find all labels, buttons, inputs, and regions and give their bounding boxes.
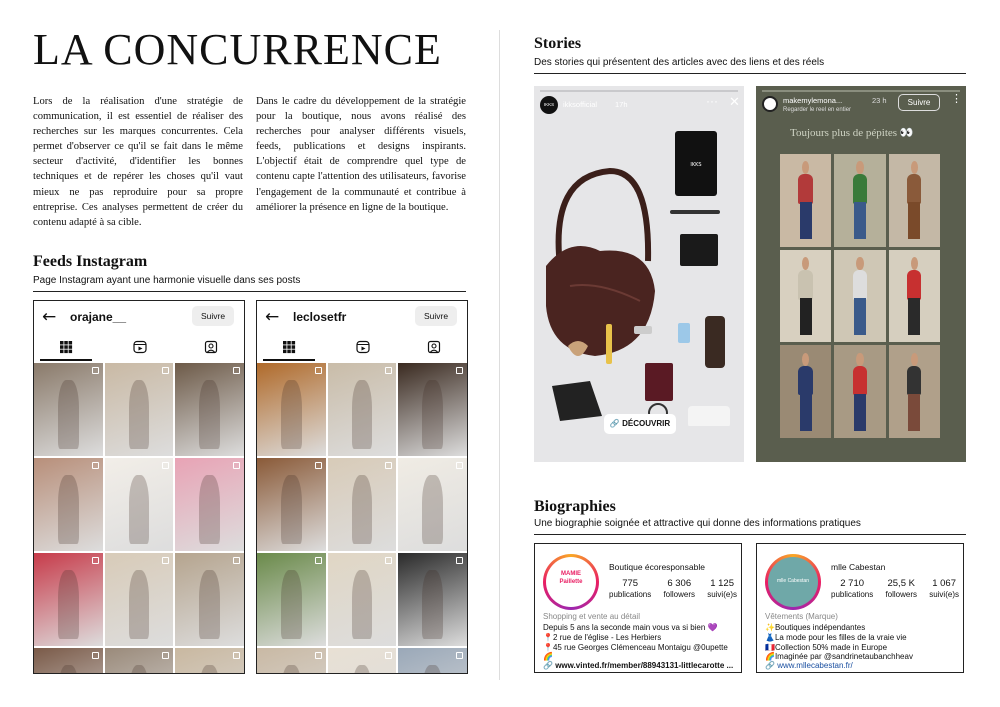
story-avatar: IKKS <box>540 96 558 114</box>
reel-label[interactable]: Regarder le reel en entier <box>783 107 852 113</box>
biographies-rule <box>534 534 966 535</box>
outfit-top <box>907 174 921 204</box>
outfit-bottom <box>908 202 920 239</box>
biographies-subtitle: Une biographie soignée et attractive qui donne des informations pratiques <box>534 518 861 529</box>
outfit-top <box>907 270 921 300</box>
story-progress-bar <box>540 90 738 92</box>
post-thumbnail[interactable] <box>328 553 397 646</box>
multi-post-icon <box>385 367 392 374</box>
multi-post-icon <box>315 557 322 564</box>
stat-publications[interactable]: 2 710 publications <box>831 578 874 599</box>
story-account: makemylemona... <box>783 96 843 105</box>
outfit-bottom <box>800 298 812 335</box>
post-thumbnail[interactable] <box>105 363 174 456</box>
multi-post-icon <box>92 652 99 659</box>
multi-post-icon <box>92 557 99 564</box>
outfit-bottom <box>854 394 866 431</box>
post-thumbnail[interactable] <box>398 458 467 551</box>
post-thumbnail[interactable] <box>398 648 467 674</box>
outfit-top <box>798 270 812 300</box>
post-grid <box>257 363 467 674</box>
outfit-photo <box>889 345 940 438</box>
post-thumbnail[interactable] <box>328 458 397 551</box>
post-figure <box>281 380 302 450</box>
page-divider <box>499 30 500 680</box>
outfit-top <box>853 366 867 396</box>
post-figure <box>422 475 443 545</box>
feeds-rule <box>33 291 466 292</box>
more-icon[interactable]: ··· <box>706 94 718 108</box>
profile-tabs <box>34 335 244 361</box>
discover-label: DÉCOUVRIR <box>622 419 671 428</box>
outfit-photo <box>889 154 940 247</box>
post-thumbnail[interactable] <box>34 458 103 551</box>
follow-button[interactable]: Suivre <box>192 306 234 326</box>
post-figure <box>129 475 150 545</box>
outfit-photo <box>834 154 885 247</box>
bio-line: ✨Boutiques indépendantes <box>765 623 866 632</box>
post-figure <box>422 570 443 640</box>
multi-post-icon <box>456 652 463 659</box>
outfit-bottom <box>800 202 812 239</box>
bio-category: Shopping et vente au détail <box>543 612 640 621</box>
profile-tabs <box>257 335 467 361</box>
active-tab-indicator <box>40 359 92 361</box>
intro-column-1: Lors de la réalisation d'une stratégie de communication, il est essentiel de réaliser des recherches sur les marques concurrentes. Cela permet d'observer ce qu'il se fait dans le même secteur d'activité, d'identifier les bonnes techniques et de repérer les choses qu'il vaut mieux ne pas reproduire pour sa propre entreprise. Ces analyses permettent de créer du contenu adapté à sa cible. <box>33 96 243 228</box>
bio-link[interactable]: 🔗 www.mllecabestan.fr/ <box>765 661 853 670</box>
grid-icon[interactable] <box>59 340 73 354</box>
outfit-bottom <box>908 298 920 335</box>
biographies-heading: Biographies <box>534 498 616 515</box>
post-figure <box>58 570 79 640</box>
post-figure <box>58 380 79 450</box>
avatar <box>543 554 599 610</box>
multi-post-icon <box>162 462 169 469</box>
multi-post-icon <box>233 652 240 659</box>
profile-username: leclosetfr <box>293 310 347 324</box>
post-figure <box>199 665 220 674</box>
stories-heading: Stories <box>534 35 582 52</box>
reels-icon[interactable] <box>133 340 147 354</box>
bio-name: mlle Cabestan <box>831 562 886 572</box>
link-icon: 🔗 <box>765 661 778 670</box>
link-icon: 🔗 <box>609 419 620 428</box>
multi-post-icon <box>456 462 463 469</box>
post-thumbnail[interactable] <box>34 553 103 646</box>
post-figure <box>281 475 302 545</box>
logo-text: mlle Cabestan <box>777 578 809 584</box>
intro-column-2: Dans le cadre du développement de la stratégie pour la boutique, nous avons réalisé des recherches pour analyser différents visuels, feeds, publications et designs inspirants. L'objectif était de comprendre quel type de contenu capte l'attention des utilisateurs, favorise l'engagement de la communauté et contribue à améliorer la présence en ligne de la boutique. <box>256 96 466 213</box>
outfit-head <box>911 353 918 366</box>
post-figure <box>352 665 373 674</box>
post-thumbnail[interactable] <box>175 458 244 551</box>
stat-followers[interactable]: 6 306 followers <box>663 578 696 599</box>
bio-stats <box>609 578 737 600</box>
page-title: LA CONCURRENCE <box>33 25 442 74</box>
outfit-photo <box>780 154 831 247</box>
link-icon: 🔗 <box>543 661 556 670</box>
tagged-icon[interactable] <box>204 340 218 354</box>
story-caption: Toujours plus de pépites 👀 <box>790 127 914 139</box>
story-product-illustration <box>540 116 740 426</box>
discover-link-button[interactable] <box>604 414 676 434</box>
back-arrow-icon[interactable]: ← <box>42 307 57 327</box>
multi-post-icon <box>385 462 392 469</box>
multi-post-icon <box>315 367 322 374</box>
outfit-head <box>802 161 809 174</box>
feeds-heading: Feeds Instagram <box>33 253 148 270</box>
outfit-top <box>853 270 867 300</box>
post-figure <box>422 380 443 450</box>
story-avatar <box>762 96 778 112</box>
story-makemylemonade <box>756 86 966 462</box>
multi-post-icon <box>92 367 99 374</box>
bio-line: Depuis 5 ans la seconde main vous va si bien 💜 <box>543 623 718 632</box>
outfit-photo <box>834 345 885 438</box>
post-figure <box>281 665 302 674</box>
multi-post-icon <box>233 557 240 564</box>
multi-post-icon <box>385 652 392 659</box>
post-thumbnail[interactable] <box>398 553 467 646</box>
outfit-bottom <box>854 202 866 239</box>
outfit-grid <box>780 154 940 438</box>
outfit-head <box>802 353 809 366</box>
more-icon[interactable]: ⋮ <box>951 93 962 105</box>
post-thumbnail[interactable] <box>34 648 103 674</box>
bio-name: Boutique écoresponsable <box>609 562 705 572</box>
stories-rule <box>534 73 966 74</box>
multi-post-icon <box>315 652 322 659</box>
multi-post-icon <box>233 462 240 469</box>
close-icon[interactable]: ✕ <box>729 95 740 110</box>
multi-post-icon <box>233 367 240 374</box>
outfit-top <box>853 174 867 204</box>
instagram-profile-leclosetfr <box>256 300 468 674</box>
post-thumbnail[interactable] <box>175 363 244 456</box>
post-figure <box>129 380 150 450</box>
stories-subtitle: Des stories qui présentent des articles avec des liens et des réels <box>534 57 825 68</box>
bio-link[interactable]: 🔗 www.vinted.fr/member/88943131-littlecarotte ... <box>543 661 734 670</box>
post-thumbnail[interactable] <box>398 363 467 456</box>
post-figure <box>281 570 302 640</box>
outfit-photo <box>834 250 885 343</box>
outfit-photo <box>780 345 831 438</box>
post-thumbnail[interactable] <box>105 553 174 646</box>
post-figure <box>422 665 443 674</box>
post-thumbnail[interactable] <box>257 553 326 646</box>
post-grid <box>34 363 244 674</box>
outfit-photo <box>889 250 940 343</box>
post-thumbnail[interactable] <box>34 363 103 456</box>
outfit-head <box>856 161 863 174</box>
outfit-head <box>802 257 809 270</box>
multi-post-icon <box>92 462 99 469</box>
bio-line: 🌈Imaginée par @sandrinetaubanchheav <box>765 652 913 661</box>
post-thumbnail[interactable] <box>257 363 326 456</box>
multi-post-icon <box>456 367 463 374</box>
outfit-head <box>911 161 918 174</box>
multi-post-icon <box>162 367 169 374</box>
post-figure <box>129 570 150 640</box>
outfit-bottom <box>854 298 866 335</box>
bio-line: 📍45 rue Georges Clémenceau Montaigu @0upette <box>543 643 728 652</box>
post-figure <box>199 475 220 545</box>
bio-stats <box>831 578 959 600</box>
multi-post-icon <box>315 462 322 469</box>
outfit-photo <box>780 250 831 343</box>
post-figure <box>352 475 373 545</box>
post-thumbnail[interactable] <box>175 553 244 646</box>
post-thumbnail[interactable] <box>328 363 397 456</box>
story-time: 23 h <box>872 96 887 105</box>
active-tab-indicator <box>263 359 315 361</box>
outfit-top <box>798 366 812 396</box>
back-arrow-icon[interactable]: ← <box>265 307 280 327</box>
story-time: 17h <box>615 100 628 109</box>
multi-post-icon <box>162 557 169 564</box>
avatar <box>765 554 821 610</box>
stat-following[interactable]: 1 067 suivi(e)s <box>929 578 959 599</box>
bio-line: 👗La mode pour les filles de la vraie vie <box>765 633 907 642</box>
multi-post-icon <box>162 652 169 659</box>
follow-button[interactable]: Suivre <box>415 306 457 326</box>
bio-line: 🇫🇷Collection 50% made in Europe <box>765 643 888 652</box>
bio-category: Vêtements (Marque) <box>765 612 838 621</box>
multi-post-icon <box>456 557 463 564</box>
post-figure <box>58 475 79 545</box>
stat-publications[interactable]: 775 publications <box>609 578 652 599</box>
outfit-top <box>907 366 921 396</box>
follow-button[interactable]: Suivre <box>898 94 940 111</box>
post-thumbnail[interactable] <box>175 648 244 674</box>
post-figure <box>199 570 220 640</box>
stat-following[interactable]: 1 125 suivi(e)s <box>707 578 737 599</box>
post-thumbnail[interactable] <box>105 648 174 674</box>
bio-card-mamie-paillette <box>534 543 742 673</box>
stat-followers[interactable]: 25,5 K followers <box>885 578 918 599</box>
feeds-subtitle: Page Instagram ayant une harmonie visuelle dans ses posts <box>33 275 301 286</box>
profile-header <box>34 301 244 335</box>
outfit-head <box>911 257 918 270</box>
post-figure <box>352 380 373 450</box>
post-thumbnail[interactable] <box>328 648 397 674</box>
logo-text: MAMIE Paillette <box>559 571 583 585</box>
instagram-profile-orajane <box>33 300 245 674</box>
post-figure <box>199 380 220 450</box>
outfit-head <box>856 353 863 366</box>
reels-icon[interactable] <box>356 340 370 354</box>
outfit-bottom <box>800 394 812 431</box>
svg-text:IKKS: IKKS <box>690 162 702 168</box>
bio-card-mlle-cabestan <box>756 543 964 673</box>
story-account: ikksofficial <box>563 100 598 109</box>
post-figure <box>58 665 79 674</box>
post-thumbnail[interactable] <box>105 458 174 551</box>
profile-username: orajane__ <box>70 310 127 324</box>
outfit-bottom <box>908 394 920 431</box>
profile-header <box>257 301 467 335</box>
grid-icon[interactable] <box>282 340 296 354</box>
story-progress-bar <box>762 90 960 92</box>
post-thumbnail[interactable] <box>257 648 326 674</box>
story-ikks <box>534 86 744 462</box>
multi-post-icon <box>385 557 392 564</box>
post-thumbnail[interactable] <box>257 458 326 551</box>
outfit-head <box>856 257 863 270</box>
post-figure <box>129 665 150 674</box>
tagged-icon[interactable] <box>427 340 441 354</box>
bio-line: 🌈 <box>543 652 553 661</box>
post-figure <box>352 570 373 640</box>
bio-line: 📍2 rue de l'église - Les Herbiers <box>543 633 662 642</box>
outfit-top <box>798 174 812 204</box>
